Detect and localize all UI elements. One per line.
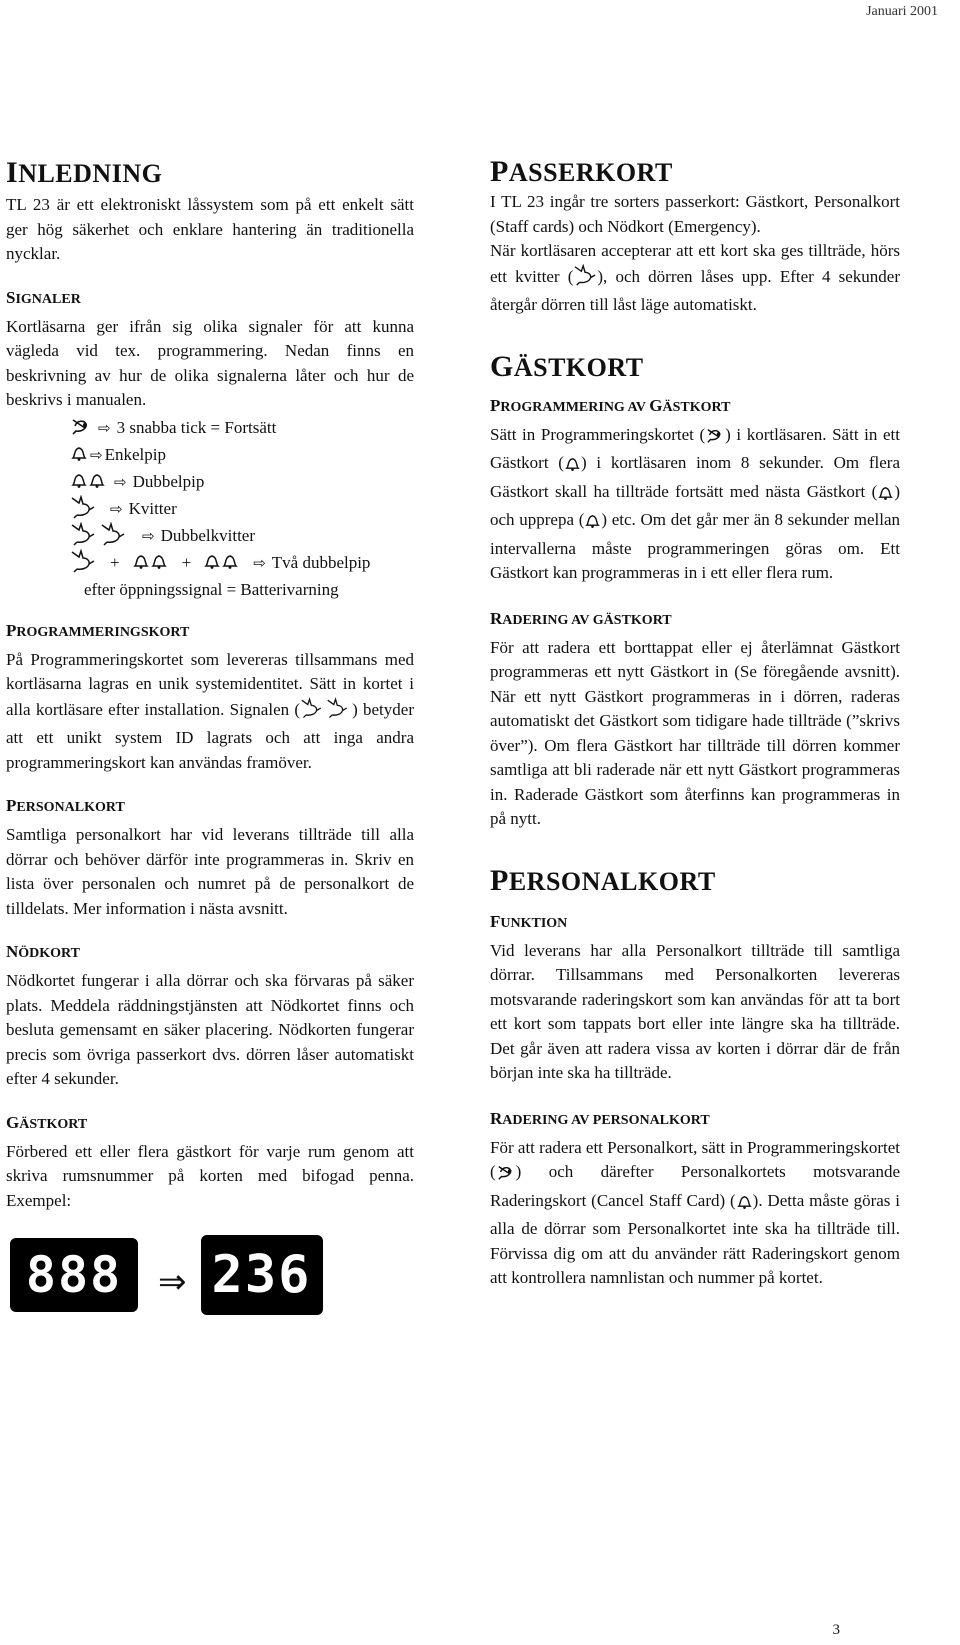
header-date: Januari 2001: [866, 4, 938, 19]
card-icon: [496, 1163, 516, 1189]
passerkort-text-2: När kortläsaren accepterar att ett kort ska ges tillträde, hörs ett kvitter ( ), och dörren låses upp. Efter 4 sekunder återgår dörren till låst läge automatiskt.: [490, 241, 901, 314]
gastkort-heading: GÄSTKORT: [6, 1112, 88, 1132]
personalkort-main-heading: PERSONALKORT: [490, 863, 716, 897]
display-example: [6, 1235, 414, 1315]
passerkort-text-1: I TL 23 ingår tre sorters passerkort: Gästkort, Personalkort (Staff cards) och Nödkort (Emergency).: [490, 192, 900, 236]
signaler-text: Kortläsarna ger ifrån sig olika signaler för att kunna vägleda vid tex. programmering. Nedan finns en beskrivning av hur de olika signalerna låter och hur de beskrivs i manualen.: [6, 316, 414, 409]
double-bird-icon: [70, 522, 130, 551]
arrow-icon: ⇨: [90, 447, 103, 464]
programmeringskort-text: På Programmeringskortet som levereras tillsammans med kortläsarna lagras en unik systemidentitet. Sätt in kortet i alla kortläsare efter installation. Signalen ( ) betyder att ett unikt system ID lagrats och att inga andra programmeringskort kan användas framöver.: [6, 649, 414, 772]
example-arrow: ⇒: [158, 1264, 187, 1301]
signal-row-dubbelpip: [70, 469, 414, 496]
double-bell-icon: [203, 552, 241, 575]
left-column: [6, 158, 414, 1315]
page-number: 3: [832, 1622, 840, 1638]
card-icon: [70, 416, 92, 441]
double-bird-icon: [300, 697, 352, 727]
inledning-text: TL 23 är ett elektroniskt låssystem som på ett enkelt sätt ger hög säkerhet och enklare hantering än traditionella nycklar.: [6, 195, 414, 263]
right-column: [490, 155, 901, 1291]
double-bell-icon: [132, 552, 170, 575]
personalkort-heading: PERSONALKORT: [6, 796, 125, 815]
plus-sign: +: [110, 553, 120, 572]
bell-icon: [877, 484, 894, 509]
nodkort-heading: NÖDKORT: [6, 942, 81, 961]
card-icon: [705, 426, 725, 452]
bell-icon: [70, 444, 88, 467]
bell-icon: [736, 1193, 753, 1218]
plus-sign: +: [181, 553, 192, 572]
signal-label: 3 snabba tick = Fortsätt: [116, 418, 277, 437]
arrow-icon: ⇨: [98, 420, 111, 437]
arrow-icon: ⇨: [253, 555, 266, 572]
bird-icon: [70, 495, 96, 524]
display-after: 236: [201, 1235, 323, 1315]
arrow-icon: ⇨: [114, 474, 127, 491]
programmering-av-gastkort-heading: PROGRAMMERING AV GÄSTKORT: [490, 395, 731, 415]
signal-label: Dubbelkvitter: [160, 526, 255, 545]
arrow-icon: ⇨: [110, 501, 123, 518]
radering-av-personalkort-text: För att radera ett Personalkort, sätt in Programmeringskortet ( ) och därefter Personalkortets motsvarande Raderingskort (Cancel Staff Card) ( ). Detta måste göras i alla de dörrar som Personalkortet inte ska ha tillträde till. Förvissa dig om att du använder rätt Raderingskort genom att kontrollera namnlistan och nummer på kortet.: [490, 1137, 900, 1287]
bell-icon: [564, 455, 581, 480]
gastkort-main-heading: GÄSTKORT: [490, 349, 644, 383]
programmering-av-gastkort-text: Sätt in Programmeringskortet ( ) i kortläsaren. Sätt in ett Gästkort ( ) i kortläsaren inom 8 sekunder. Om flera Gästkort skall ha tillträde fortsätt med nästa Gästkort ( ) och upprepa ( ) etc. Om det går mer än 8 sekunder mellan intervallerna måste programmeringen göras om. Ett Gästkort kan programmeras in i ett eller flera rum.: [490, 424, 900, 582]
bell-icon: [584, 512, 601, 537]
personalkort-text: Samtliga personalkort har vid leverans tillträde till alla dörrar och behöver därför inte programmeras in. Skriv en lista över personalen och numret på de personalkort de tilldelats. Mer information i nästa avsnitt.: [6, 825, 414, 918]
signal-row-enkelpip: [70, 442, 414, 469]
radering-av-personalkort-heading: RADERING AV PERSONALKORT: [490, 1108, 710, 1128]
signal-row-tva-dubbelpip: [70, 550, 414, 577]
signal-label: Enkelpip: [104, 445, 166, 464]
funktion-text: Vid leverans har alla Personalkort tillträde till samtliga dörrar. Tillsammans med Personalkorten levereras motsvarande raderingskort som kan användas för att ta bort ett kort som tappats bort eller inte längre ska ha tillträde. Det går även att radera vissa av korten i dörrar där de från början inte ska ha tillträde.: [490, 940, 900, 1082]
double-bell-icon: [70, 471, 108, 494]
funktion-heading: FUNKTION: [490, 911, 568, 931]
passerkort-heading: PASSERKORT: [490, 155, 673, 188]
radering-av-gastkort-text: För att radera ett borttappat eller ej återlämnat Gästkort programmeras ett nytt Gästkort in (Se föregående avsnitt). När ett nytt Gästkort programmeras in i dörren, raderas automatiskt det Gästkort som tidigare hade tillträde (”skrivs över”). Om flera Gästkort har tillträde till dörren kommer samtliga att bli raderade när ett nytt Gästkort programmeras in. Raderade Gästkort som återfinns kan programmeras in på nytt.: [490, 637, 900, 828]
radering-av-gastkort-heading: RADERING AV GÄSTKORT: [490, 608, 672, 628]
signal-row-dubbelkvitter: [70, 523, 414, 550]
battery-warning-note: efter öppningssignal = Batterivarning: [84, 580, 339, 599]
bird-icon: [573, 264, 597, 294]
gastkort-text: Förbered ett eller flera gästkort för varje rum genom att skriva rumsnummer på korten med bifogad penna. Exempel:: [6, 1141, 414, 1210]
display-before: 888: [10, 1238, 138, 1312]
signal-row-kvitter: [70, 496, 414, 523]
inledning-heading: INLEDNING: [6, 156, 163, 189]
programmeringskort-heading: PROGRAMMERINGSKORT: [6, 620, 190, 640]
arrow-icon: ⇨: [142, 528, 155, 545]
nodkort-text: Nödkortet fungerar i alla dörrar och ska förvaras på säker plats. Meddela räddningstjänsten att Nödkortet finns och besluta gemensamt en säker placering. Nödkorten fungerar precis som övriga passerkort dvs. dörren låser automatiskt efter 4 sekunder.: [6, 971, 414, 1088]
signal-label: Två dubbelpip: [271, 553, 371, 572]
bird-icon: [70, 549, 96, 578]
signal-label: Dubbelpip: [132, 472, 205, 491]
signal-list: [6, 415, 414, 604]
signaler-heading: SIGNALER: [6, 287, 81, 307]
signal-row-fortsatt: [70, 415, 414, 442]
signal-label: Kvitter: [128, 499, 177, 518]
